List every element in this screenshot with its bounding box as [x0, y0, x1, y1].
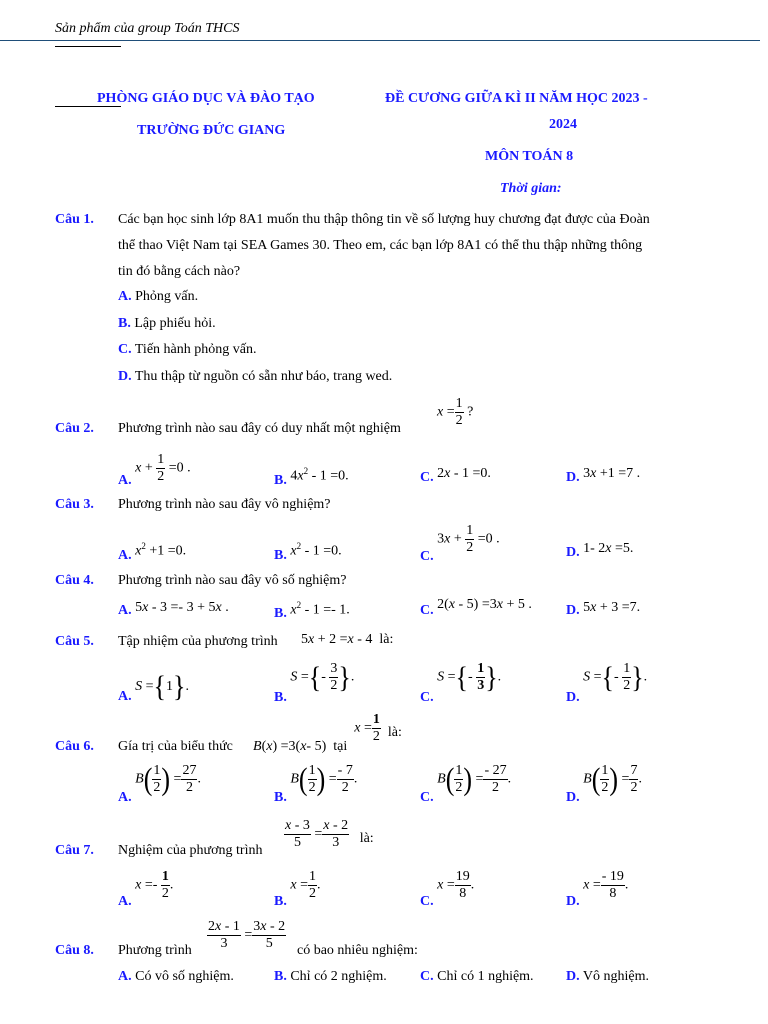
q1-number: Câu 1.: [55, 212, 94, 227]
q6-text: Gía trị của biểu thức: [118, 739, 233, 754]
q1-option-a: A. Phỏng vấn.: [118, 289, 199, 304]
q1-option-d: D. Thu thập từ nguồn có sẵn như báo, trang wed.: [118, 369, 393, 384]
q8-option-c: C. Chỉ có 1 nghiệm.: [420, 969, 534, 984]
q4-text: Phương trình nào sau đây vô số nghiệm?: [118, 573, 347, 588]
q8-equation: $\frac{2x - 1}{3}$ = $\frac{3x - 2}{5}$: [208, 919, 286, 951]
q3-option-a: A. $x^2 +1 =0$.: [118, 541, 187, 563]
exam-subject: MÔN TOÁN 8: [485, 149, 574, 164]
q8-option-d: D. Vô nghiệm.: [566, 969, 649, 984]
q4-option-b: B. $x^2 - 1 =- 1$.: [274, 600, 350, 621]
q1-text-line3: tin đó bằng cách nào?: [118, 264, 241, 279]
q4-option-c: C. 2(x - 5) =3x + 5 .: [420, 597, 532, 618]
q8-text: Phương trình: [118, 943, 192, 958]
header-rule: [0, 40, 760, 41]
q7-equation: $\frac{x - 3}{5}$ = $\frac{x - 2}{3}$ là:: [285, 818, 374, 850]
q1-option-c: C. Tiến hành phỏng vấn.: [118, 342, 257, 357]
q2-option-d: D. 3x +1 =7 .: [566, 466, 641, 485]
q5-option-d: D. S ={- $\frac{1}{2}$ }.: [566, 660, 648, 705]
q7-option-c: C. x = $\frac{19}{8}$ .: [420, 869, 475, 909]
org-school: TRƯỜNG ĐỨC GIANG: [137, 123, 286, 138]
q1-text-line2: thể thao Việt Nam tại SEA Games 30. Theo em, các bạn lớp 8A1 có thể thu thập những thông: [118, 238, 643, 253]
q4-option-d: D. 5x + 3 =7.: [566, 600, 641, 618]
q6-option-a: A. B( $\frac{1}{2}$ ) = $\frac{27}{2}$ .: [118, 761, 201, 805]
q7-option-a: A. x =- $\frac{1}{2}$ .: [118, 869, 174, 909]
q6-number: Câu 6.: [55, 739, 94, 754]
q5-option-c: C. S ={- $\frac{1}{3}$ }.: [420, 660, 502, 705]
exam-title: ĐỀ CƯƠNG GIỮA KÌ II NĂM HỌC 2023 -: [385, 91, 648, 106]
q3-text: Phương trình nào sau đây vô nghiệm?: [118, 497, 331, 512]
q1-option-b: B. Lập phiếu hỏi.: [118, 316, 216, 331]
q1-text-line1: Các bạn học sinh lớp 8A1 muốn thu thập thông tin về số lượng huy chương đạt được của Đoàn: [118, 212, 650, 227]
q7-option-b: B. x = $\frac{1}{2}$ .: [274, 869, 321, 909]
q6-expression: B(x) =3(x- 5) tại x = $\frac{1}{2}$ là:: [253, 712, 402, 754]
q3-option-c: C. 3x + $\frac{1}{2}$ =0 .: [420, 523, 500, 564]
header-group-text: Sản phẩm của group Toán THCS: [55, 21, 240, 36]
q6-option-b: B. B( $\frac{1}{2}$ ) = $\frac{- 7}{2}$ .: [274, 761, 358, 805]
q8-option-b: B. Chỉ có 2 nghiệm.: [274, 969, 387, 984]
q2-root-formula: x = $\frac{1}{2}$ ?: [437, 396, 474, 428]
q7-number: Câu 7.: [55, 843, 94, 858]
q5-option-a: A. S ={1}.: [118, 669, 189, 705]
org-department: PHÒNG GIÁO DỤC VÀ ĐÀO TẠO: [97, 91, 315, 106]
q5-text: Tập nhiệm của phương trình: [118, 634, 278, 649]
q5-number: Câu 5.: [55, 634, 94, 649]
q5-option-b: B. S ={- $\frac{3}{2}$ }.: [274, 660, 355, 705]
q4-option-a: A. 5x - 3 =- 3 + 5x .: [118, 600, 229, 618]
q6-option-c: C. B( $\frac{1}{2}$ ) = $\frac{- 27}{2}$ .: [420, 761, 512, 805]
q7-text: Nghiệm của phương trình: [118, 843, 263, 858]
q2-number: Câu 2.: [55, 421, 94, 436]
q8-option-a: A. Có vô số nghiệm.: [118, 969, 234, 984]
exam-time: Thời gian:: [500, 181, 562, 196]
q3-option-d: D. 1- 2x =5.: [566, 541, 634, 560]
q4-number: Câu 4.: [55, 573, 94, 588]
q7-option-d: D. x = $\frac{- 19}{8}$ .: [566, 869, 629, 909]
q2-option-b: B. $4x^2 - 1 =0$.: [274, 466, 349, 488]
q3-number: Câu 3.: [55, 497, 94, 512]
q2-option-c: C. 2x - 1 =0.: [420, 466, 491, 485]
q2-text: Phương trình nào sau đây có duy nhất một nghiệm: [118, 421, 401, 436]
q8-number: Câu 8.: [55, 943, 94, 958]
q5-equation: 5x + 2 =x - 4 là:: [301, 632, 394, 647]
q3-option-b: B. $x^2 - 1 =0$.: [274, 541, 342, 563]
q8-text-tail: có bao nhiêu nghiệm:: [297, 943, 418, 958]
q2-option-a: A. x + $\frac{1}{2}$ =0 .: [118, 452, 191, 488]
header-short-rule: [55, 46, 121, 47]
q6-option-d: D. B( $\frac{1}{2}$ ) = $\frac{7}{2}$ .: [566, 761, 642, 805]
exam-title-year: 2024: [549, 117, 577, 132]
